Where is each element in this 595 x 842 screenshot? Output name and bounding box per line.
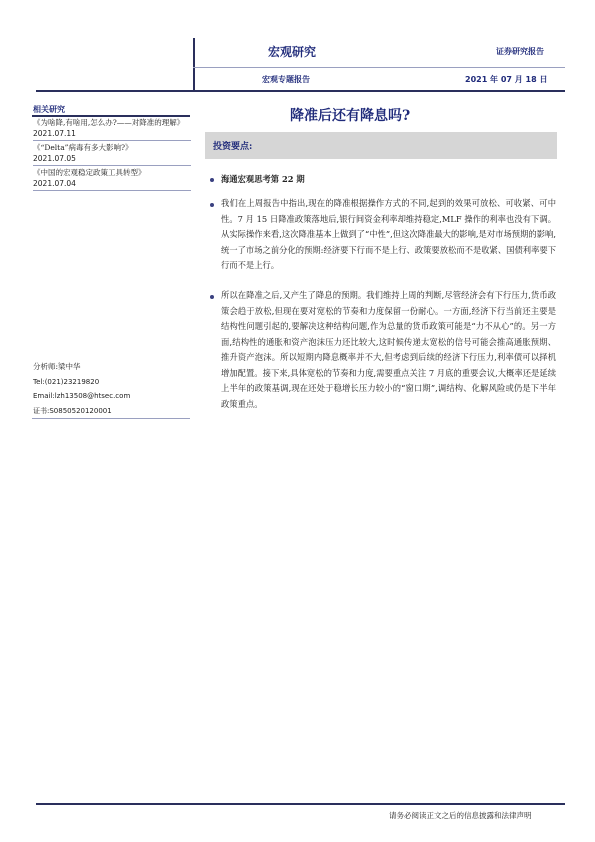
related-divider (33, 190, 191, 191)
footer-rule (36, 803, 565, 805)
section-bar (205, 132, 557, 159)
analyst-name: 分析师:梁中华 (33, 362, 81, 371)
related-item[interactable] (33, 167, 191, 189)
footer-disclaimer[interactable]: 请务必阅读正文之后的信息披露和法律声明 (389, 811, 532, 820)
brand-label: 证券研究报告 (496, 46, 544, 56)
related-item-date: 2021.07.11 (33, 129, 76, 138)
section-label: 投资要点: (213, 142, 253, 152)
bullet-icon (210, 203, 214, 207)
header-top-rule (193, 67, 565, 68)
related-heading: 相关研究 (33, 104, 65, 114)
related-item-title[interactable]: 《为啥降,有啥用,怎么办?——对降准的理解》 (33, 118, 185, 127)
bullet-paragraph: 我们在上周报告中指出,现在的降准根据操作方式的不同,起到的效果可放松、可收紧、可中性。7 月 15 日降准政策落地后,银行间资金利率却维持稳定,MLF 操作的利率也没有下调。从实际操作来看,这次降准基本上做到了“中性”,但这次降准最大的影响,是对市场预期的影响,统一了市场之前分化的预期:经济要下行而不是上行、政策要放松而不是收紧、国债利率要下行而不是上行。 (221, 198, 556, 270)
report-type: 宏观研究 (268, 45, 317, 59)
header-bottom-rule (36, 90, 565, 92)
related-item[interactable] (33, 142, 191, 164)
related-item-title[interactable]: 《中国的宏观稳定政策工具转型》 (33, 168, 146, 177)
related-item-title[interactable]: 《“Delta”病毒有多大影响?》 (33, 143, 133, 152)
related-list (33, 117, 191, 192)
issue-label: 海通宏观思考第 22 期 (221, 174, 305, 184)
analyst-license: 证书:S0850520120001 (33, 406, 112, 415)
related-item-date: 2021.07.05 (33, 154, 76, 163)
analyst-tel: Tel:(021)23219820 (33, 377, 100, 386)
related-divider (33, 165, 191, 166)
page-title: 降准后还有降息吗? (290, 108, 411, 124)
analyst-block (33, 360, 191, 418)
report-subtype: 宏观专题报告 (262, 74, 310, 84)
bullet-icon (210, 295, 214, 299)
related-divider (33, 140, 191, 141)
bullet-icon (210, 178, 214, 182)
bullet-paragraph: 所以在降准之后,又产生了降息的预期。我们维持上周的判断,尽管经济会有下行压力,货币政策会趋于放松,但现在要对宽松的节奏和力度保留一份耐心。一方面,经济下行当前还主要是结构性问题引起的,要解决这种结构问题,作为总量的货币政策可能是“力不从心”的。另一方面,结构性的通胀和资产泡沫压力还比较大,这时候传递太宽松的信号可能会推高通胀预期、推升资产泡沫。所以短期内降息概率并不大,但考虑到后续的经济下行压力,利率债可以择机增加配置。接下来,具体宽松的节奏和力度,需要重点关注 7 月底的重要会议,大概率还是延续上半年的政策基调,现在还处于稳增长压力较小的“窗口期”,调结构、化解风险或仍是下半年政策重点。 (221, 290, 556, 409)
report-date: 2021 年 07 月 18 日 (465, 75, 548, 84)
analyst-rule (32, 418, 190, 419)
related-item[interactable] (33, 117, 191, 139)
analyst-email[interactable]: Email:lzh13508@htsec.com (33, 392, 131, 400)
header-vertical-divider (193, 38, 195, 90)
related-item-date: 2021.07.04 (33, 179, 76, 188)
